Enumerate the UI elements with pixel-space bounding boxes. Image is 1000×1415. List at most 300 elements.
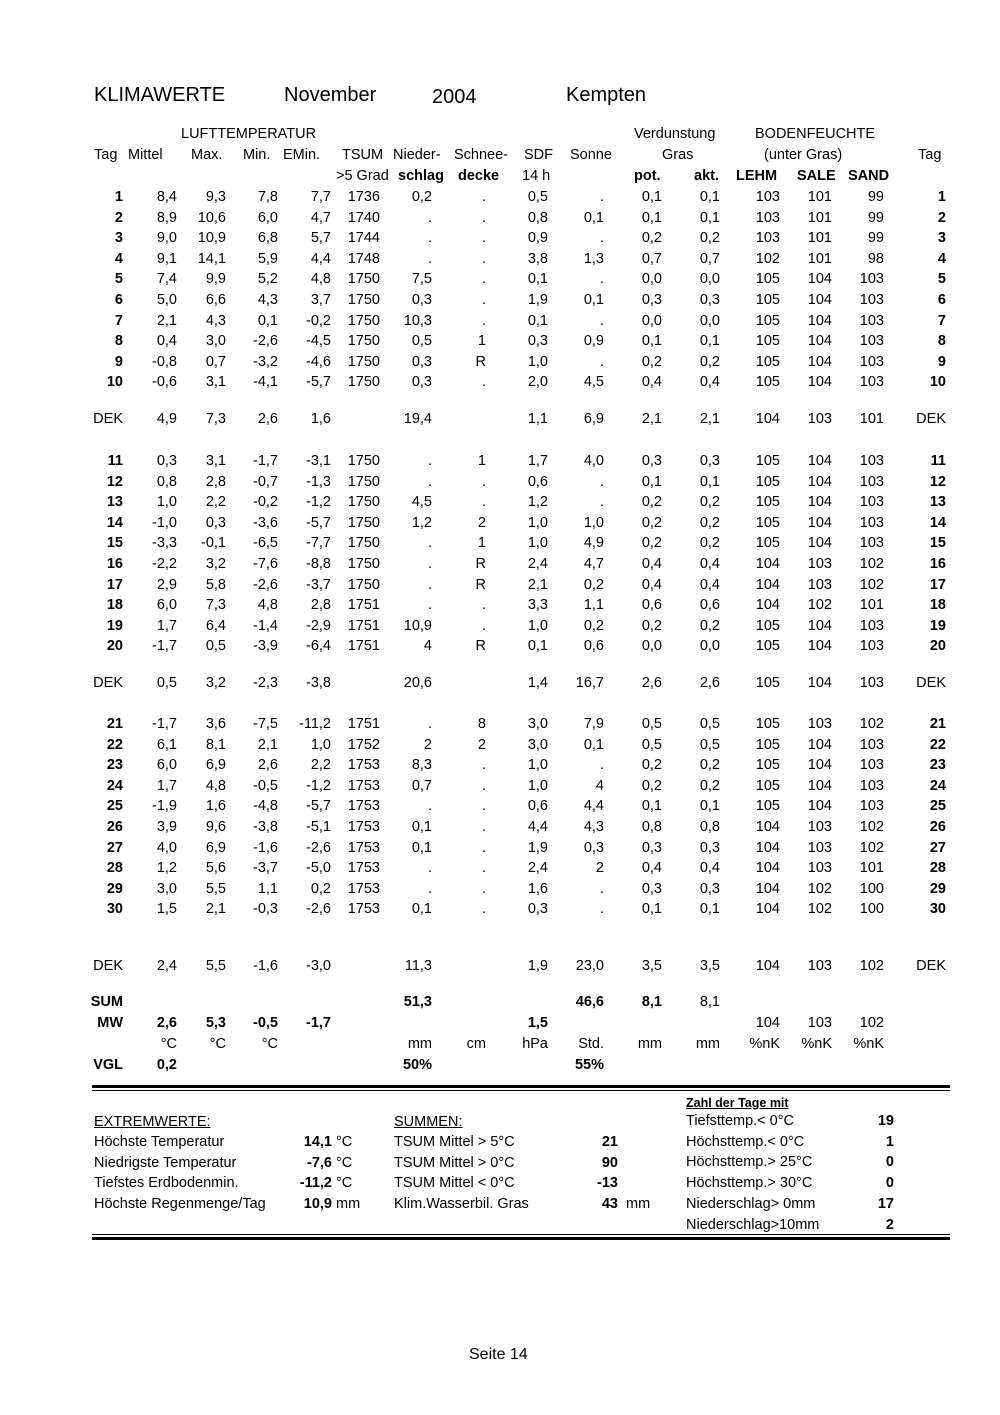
dekade-row-cell: DEK — [93, 411, 123, 427]
day-row-cell: 8,3 — [411, 757, 432, 774]
day-row-cell: 0,2 — [583, 576, 604, 593]
day-row-cell: 0,6 — [641, 597, 662, 614]
day-row-cell: 26 — [929, 819, 946, 835]
day-row-cell: 101 — [807, 209, 832, 226]
day-row-cell: 0,3 — [205, 514, 226, 531]
day-row-cell: 103 — [807, 819, 832, 835]
header-tsum: TSUM — [342, 147, 384, 163]
mw-row-cell: -1,7 — [306, 1015, 331, 1031]
day-row-cell: 105 — [755, 617, 780, 634]
day-row-cell: 0,0 — [641, 312, 662, 329]
day-row-cell: 103 — [859, 757, 884, 774]
day-row-cell: . — [599, 494, 604, 511]
day-row-cell: 1753 — [347, 860, 380, 877]
day-row-cell: 24 — [929, 777, 946, 794]
day-row-cell: 6,6 — [205, 292, 226, 308]
day-row-cell: 12 — [929, 473, 946, 490]
day-row-cell: 103 — [859, 494, 884, 511]
day-row-cell: 103 — [859, 271, 884, 288]
day-row-cell: 4,3 — [583, 819, 604, 835]
day-row-cell: 0,2 — [699, 494, 720, 511]
daycount-label: Höchsttemp.< 0°C — [686, 1133, 805, 1150]
day-row-cell: 105 — [755, 514, 780, 531]
day-row-cell: 1 — [477, 535, 486, 552]
day-row-cell: 1750 — [347, 292, 380, 308]
day-row-cell: 2,1 — [257, 736, 278, 753]
day-row-cell: 2,8 — [205, 473, 226, 490]
day-row-cell: 1750 — [347, 535, 380, 552]
day-row-cell: 104 — [755, 839, 780, 856]
extreme-label: Höchste Temperatur — [94, 1134, 225, 1150]
day-row-cell: 25 — [929, 798, 946, 815]
day-row-cell: 1751 — [347, 716, 380, 732]
day-row-cell: -7,7 — [306, 535, 331, 552]
day-row-cell: . — [481, 839, 486, 856]
dekade-row-cell: 103 — [807, 411, 832, 427]
day-row-cell: 1753 — [347, 798, 380, 815]
day-row-cell: 0,5 — [699, 736, 720, 753]
day-row-cell: 2,4 — [527, 556, 548, 572]
day-row-cell: 0,4 — [699, 860, 720, 877]
day-row-cell: 0,3 — [583, 839, 604, 856]
day-row-cell: 0,0 — [699, 312, 720, 329]
day-row-cell: 16 — [929, 556, 946, 572]
dekade-row-cell: 3,2 — [205, 675, 226, 691]
day-row-cell: 17 — [929, 576, 946, 593]
day-row-cell: 98 — [867, 250, 884, 267]
day-row-cell: -0,2 — [306, 312, 331, 329]
day-row-cell: 103 — [807, 860, 832, 877]
page-number: Seite 14 — [469, 1346, 528, 1363]
sum-label: TSUM Mittel > 0°C — [394, 1154, 515, 1171]
day-row-cell: 0,8 — [527, 209, 548, 226]
day-row-cell: 104 — [755, 880, 780, 897]
day-row-cell: 3,6 — [205, 716, 226, 732]
report-title: KLIMAWERTE — [94, 84, 226, 106]
day-row-cell: 9,1 — [156, 250, 177, 267]
day-row-cell: 101 — [807, 250, 832, 267]
day-row-cell: 0,2 — [641, 494, 662, 511]
day-row-cell: 0,5 — [527, 189, 548, 205]
header-lehm: LEHM — [736, 168, 778, 184]
day-row-cell: 5,0 — [156, 292, 177, 308]
day-row-cell: 3,9 — [156, 819, 177, 835]
day-row-cell: 1,9 — [527, 292, 548, 308]
day-row-cell: 1,5 — [156, 901, 177, 918]
day-row-cell: -1,9 — [152, 798, 177, 815]
day-row-cell: 1,6 — [205, 798, 226, 815]
vgl-row-cell: 50% — [402, 1057, 432, 1073]
daycount-label: Niederschlag> 0mm — [686, 1195, 816, 1212]
day-row-cell: . — [481, 374, 486, 391]
day-row-cell: 7,9 — [583, 716, 604, 732]
units-row-cell: %nK — [749, 1036, 780, 1052]
day-row-cell: 105 — [755, 312, 780, 329]
day-row-cell: 0,3 — [641, 880, 662, 897]
mw-row-cell: -0,5 — [253, 1015, 278, 1031]
header-gras: Gras — [662, 147, 694, 163]
day-row-cell: 0,9 — [583, 333, 604, 350]
day-row-cell: 9,9 — [205, 271, 226, 288]
mw-row-cell: MW — [97, 1015, 123, 1031]
day-row-cell: 0,7 — [411, 777, 432, 794]
day-row-cell: 2,1 — [156, 312, 177, 329]
day-row-cell: 7 — [114, 312, 123, 329]
day-row-cell: 5,5 — [205, 880, 226, 897]
day-row-cell: 105 — [755, 292, 780, 308]
day-row-cell: 18 — [929, 597, 946, 614]
day-row-cell: 105 — [755, 777, 780, 794]
day-row-cell: -0,6 — [152, 374, 177, 391]
day-row-cell: 5 — [937, 271, 946, 288]
day-row-cell: 8 — [114, 333, 123, 350]
day-row-cell: . — [481, 312, 486, 329]
day-row-cell: 1,0 — [527, 353, 548, 370]
dekade-row-cell: -3,0 — [306, 958, 331, 974]
daycount-label: Tiefsttemp.< 0°C — [686, 1113, 795, 1129]
mw-row-cell: 1,5 — [527, 1015, 548, 1031]
header-mittel: Mittel — [128, 147, 163, 163]
header-nieder: Nieder- — [393, 147, 441, 163]
day-row-cell: 11 — [107, 453, 123, 469]
day-row-cell: 2 — [937, 209, 946, 226]
header-schlag: schlag — [398, 168, 444, 184]
day-row-cell: 0,1 — [257, 312, 278, 329]
day-row-cell: 103 — [755, 230, 780, 247]
day-row-cell: 104 — [807, 374, 832, 391]
day-row-cell: -3,2 — [253, 353, 278, 370]
daycount-value: 0 — [885, 1154, 894, 1171]
day-row-cell: 1,0 — [310, 736, 331, 753]
day-row-cell: 104 — [807, 292, 832, 308]
dekade-row-cell: 23,0 — [575, 958, 604, 974]
dekade-row-cell: 102 — [859, 958, 884, 974]
dekade-row-cell: 11,3 — [404, 958, 432, 974]
day-row-cell: 104 — [807, 353, 832, 370]
day-row-cell: 0,1 — [641, 333, 662, 350]
day-row-cell: -2,6 — [306, 839, 331, 856]
mw-row-cell: 2,6 — [156, 1015, 177, 1031]
day-row-cell: 1751 — [347, 638, 380, 655]
day-row-cell: 3,7 — [310, 292, 331, 308]
day-row-cell: 10,9 — [403, 617, 432, 634]
header-schnee: Schnee- — [454, 147, 509, 163]
day-row-cell: 0,3 — [411, 374, 432, 391]
day-row-cell: 0,2 — [699, 617, 720, 634]
day-row-cell: . — [481, 209, 486, 226]
header-unter-gras: (unter Gras) — [764, 147, 843, 163]
day-row-cell: 3,0 — [527, 736, 548, 753]
day-row-cell: 103 — [807, 839, 832, 856]
day-row-cell: 100 — [859, 880, 884, 897]
dekade-row-cell: 104 — [755, 411, 780, 427]
day-row-cell: 3 — [114, 230, 123, 247]
dekade-row-cell: 2,1 — [641, 411, 662, 427]
day-row-cell: . — [481, 860, 486, 877]
day-row-cell: 104 — [755, 597, 780, 614]
day-row-cell: 0,7 — [205, 353, 226, 370]
day-row-cell: . — [427, 716, 432, 732]
day-row-cell: 103 — [859, 617, 884, 634]
day-row-cell: -3,9 — [253, 638, 278, 655]
day-row-cell: 0,1 — [699, 901, 720, 918]
day-row-cell: 5 — [114, 271, 123, 288]
day-row-cell: 104 — [807, 494, 832, 511]
dekade-row-cell: 3,5 — [641, 958, 662, 974]
day-row-cell: 25 — [106, 798, 123, 815]
header-sand: SAND — [848, 168, 890, 184]
day-row-cell: 27 — [106, 839, 123, 856]
day-row-cell: 2,1 — [205, 901, 226, 918]
dekade-row-cell: DEK — [916, 958, 946, 974]
sum-row-cell: 8,1 — [641, 994, 662, 1010]
day-row-cell: 4,4 — [583, 798, 604, 815]
day-row-cell: 24 — [106, 777, 123, 794]
day-row-cell: 13 — [106, 494, 123, 511]
day-row-cell: 103 — [859, 798, 884, 815]
day-row-cell: 6,8 — [257, 230, 278, 247]
day-row-cell: 9,0 — [156, 230, 177, 247]
day-row-cell: 1,2 — [411, 514, 432, 531]
day-row-cell: 2 — [477, 736, 486, 753]
sum-value: -13 — [597, 1175, 618, 1192]
day-row-cell: 6 — [937, 292, 946, 308]
day-row-cell: 7,3 — [205, 597, 226, 614]
day-row-cell: 0,2 — [641, 617, 662, 634]
dekade-row-cell: 19,4 — [403, 411, 432, 427]
sum-value: 90 — [601, 1154, 618, 1171]
day-row-cell: -5,0 — [306, 860, 331, 877]
day-row-cell: 102 — [807, 880, 832, 897]
mw-row-cell: 5,3 — [205, 1015, 226, 1031]
divider-bottom — [92, 1237, 950, 1240]
day-row-cell: 103 — [859, 453, 884, 469]
day-row-cell: 1750 — [347, 514, 380, 531]
day-row-cell: 1750 — [347, 271, 380, 288]
day-row-cell: 0,4 — [699, 576, 720, 593]
day-row-cell: 0,3 — [527, 333, 548, 350]
day-row-cell: 3,3 — [527, 597, 548, 614]
day-row-cell: 4,9 — [583, 535, 604, 552]
daycount-value: 0 — [885, 1175, 894, 1192]
day-row-cell: 19 — [929, 617, 946, 634]
day-row-cell: 1750 — [347, 333, 380, 350]
day-row-cell: 0,0 — [699, 638, 720, 655]
day-row-cell: 28 — [929, 860, 946, 877]
sum-label: Klim.Wasserbil. Gras — [394, 1196, 529, 1213]
header-sonne: Sonne — [570, 147, 612, 163]
dekade-row-cell: DEK — [916, 675, 946, 691]
dekade-row-cell: 2,6 — [699, 675, 720, 691]
day-row-cell: 4,8 — [310, 271, 331, 288]
day-row-cell: 4 — [423, 638, 432, 655]
header-pot: pot. — [634, 168, 661, 184]
day-row-cell: 0,8 — [699, 819, 720, 835]
day-row-cell: . — [481, 757, 486, 774]
day-row-cell: -2,6 — [253, 333, 278, 350]
day-row-cell: 0,3 — [156, 453, 177, 469]
day-row-cell: 0,1 — [411, 819, 432, 835]
day-row-cell: 14 — [106, 514, 123, 531]
day-row-cell: 4,3 — [257, 292, 278, 308]
day-row-cell: 0,1 — [527, 638, 548, 655]
day-row-cell: 99 — [867, 189, 884, 205]
day-row-cell: . — [599, 757, 604, 774]
day-row-cell: 0,5 — [641, 736, 662, 753]
day-row-cell: -1,7 — [152, 716, 177, 732]
day-row-cell: -3,8 — [253, 819, 278, 835]
day-row-cell: 1,0 — [527, 514, 548, 531]
daycount-value: 19 — [877, 1113, 894, 1129]
day-row-cell: 105 — [755, 535, 780, 552]
header-max: Max. — [191, 147, 223, 163]
units-row-cell: °C — [160, 1036, 177, 1052]
units-row-cell: cm — [466, 1036, 486, 1052]
day-row-cell: 1,2 — [156, 860, 177, 877]
report-year: 2004 — [432, 86, 477, 108]
day-row-cell: 17 — [106, 576, 123, 593]
units-row-cell: Std. — [578, 1036, 604, 1052]
day-row-cell: 0,6 — [583, 638, 604, 655]
dekade-row-cell: 104 — [807, 675, 832, 691]
day-row-cell: 16 — [106, 556, 123, 572]
day-row-cell: -1,4 — [253, 617, 278, 634]
day-row-cell: . — [427, 798, 432, 815]
day-row-cell: 8,9 — [156, 209, 177, 226]
day-row-cell: 0,1 — [699, 473, 720, 490]
day-row-cell: 0,4 — [699, 556, 720, 572]
day-row-cell: . — [599, 473, 604, 490]
day-row-cell: 104 — [807, 453, 832, 469]
day-row-cell: 0,2 — [411, 189, 432, 205]
units-row-cell: °C — [261, 1036, 278, 1052]
day-row-cell: 0,5 — [205, 638, 226, 655]
day-row-cell: . — [599, 189, 604, 205]
day-row-cell: 0,9 — [527, 230, 548, 247]
day-row-cell: 0,2 — [641, 230, 662, 247]
dekade-row-cell: 103 — [807, 958, 832, 974]
day-row-cell: 6,9 — [205, 757, 226, 774]
day-row-cell: 3,0 — [205, 333, 226, 350]
day-row-cell: 1,1 — [257, 880, 278, 897]
day-row-cell: -2,9 — [306, 617, 331, 634]
day-row-cell: 104 — [807, 638, 832, 655]
day-row-cell: -6,4 — [306, 638, 331, 655]
day-row-cell: 4 — [595, 777, 604, 794]
extreme-value: 14,1 — [303, 1134, 332, 1150]
day-row-cell: 104 — [807, 736, 832, 753]
day-row-cell: 1751 — [347, 617, 380, 634]
day-row-cell: 1,0 — [527, 617, 548, 634]
day-row-cell: 6 — [114, 292, 123, 308]
day-row-cell: 15 — [106, 535, 123, 552]
day-row-cell: 104 — [807, 617, 832, 634]
day-row-cell: 103 — [859, 777, 884, 794]
day-row-cell: 3 — [937, 230, 946, 247]
extreme-unit: mm — [336, 1196, 361, 1213]
dekade-row-cell: 105 — [755, 675, 780, 691]
extreme-unit: °C — [336, 1134, 353, 1150]
day-row-cell: 105 — [755, 638, 780, 655]
day-row-cell: 0,2 — [699, 230, 720, 247]
dekade-row-cell: 103 — [859, 675, 884, 691]
day-row-cell: 29 — [929, 880, 946, 897]
day-row-cell: 10,3 — [403, 312, 432, 329]
day-row-cell: 9,3 — [205, 189, 226, 205]
header-emin: EMin. — [283, 147, 321, 163]
dekade-row-cell: 4,9 — [156, 411, 177, 427]
day-row-cell: 15 — [929, 535, 946, 552]
mw-row-cell: 103 — [807, 1015, 832, 1031]
sum-label: TSUM Mittel < 0°C — [394, 1175, 515, 1192]
day-row-cell: 101 — [807, 230, 832, 247]
day-row-cell: 1740 — [347, 209, 380, 226]
day-row-cell: . — [427, 860, 432, 877]
day-row-cell: 104 — [807, 757, 832, 774]
day-row-cell: 20 — [106, 638, 123, 655]
day-row-cell: 1,7 — [156, 617, 177, 634]
day-row-cell: 104 — [807, 535, 832, 552]
day-row-cell: 0,1 — [583, 209, 604, 226]
day-row-cell: 23 — [106, 757, 123, 774]
day-row-cell: 4 — [114, 250, 123, 267]
header-verdunstung: Verdunstung — [634, 126, 716, 142]
sum-row-cell: 8,1 — [699, 994, 720, 1010]
day-row-cell: 5,6 — [205, 860, 226, 877]
day-row-cell: -0,3 — [253, 901, 278, 918]
day-row-cell: 104 — [807, 271, 832, 288]
day-row-cell: . — [481, 819, 486, 835]
day-row-cell: 2,1 — [527, 576, 548, 593]
day-row-cell: . — [427, 209, 432, 226]
dekade-row-cell: 6,9 — [583, 411, 604, 427]
day-row-cell: 1744 — [347, 230, 380, 247]
day-row-cell: 10,9 — [197, 230, 226, 247]
day-row-cell: -4,5 — [306, 333, 331, 350]
day-row-cell: -1,6 — [253, 839, 278, 856]
day-row-cell: 104 — [807, 333, 832, 350]
day-row-cell: -1,7 — [253, 453, 278, 469]
day-row-cell: 28 — [106, 860, 123, 877]
day-row-cell: 104 — [807, 777, 832, 794]
day-row-cell: 0,3 — [699, 880, 720, 897]
day-row-cell: 1,7 — [527, 453, 548, 469]
day-row-cell: 105 — [755, 374, 780, 391]
divider-top-thin — [92, 1090, 950, 1091]
day-row-cell: 0,3 — [411, 292, 432, 308]
day-row-cell: 4,3 — [205, 312, 226, 329]
vgl-row-cell: VGL — [93, 1057, 123, 1073]
day-row-cell: 0,2 — [699, 757, 720, 774]
dekade-row-cell: 1,6 — [310, 411, 331, 427]
day-row-cell: 103 — [859, 353, 884, 370]
dekade-row-cell: 2,6 — [257, 411, 278, 427]
day-row-cell: -11,2 — [299, 716, 331, 732]
day-row-cell: -2,6 — [253, 576, 278, 593]
day-row-cell: 103 — [807, 556, 832, 572]
day-row-cell: 1736 — [347, 189, 380, 205]
dekade-row-cell: 3,5 — [699, 958, 720, 974]
day-row-cell: 0,6 — [527, 798, 548, 815]
day-row-cell: 0,1 — [641, 901, 662, 918]
day-row-cell: -1,2 — [306, 777, 331, 794]
day-row-cell: 30 — [106, 901, 123, 918]
day-row-cell: -1,7 — [152, 638, 177, 655]
sum-unit: mm — [626, 1196, 651, 1213]
header-tag-right: Tag — [918, 147, 942, 163]
day-row-cell: 0,4 — [641, 576, 662, 593]
day-row-cell: 10 — [106, 374, 123, 391]
